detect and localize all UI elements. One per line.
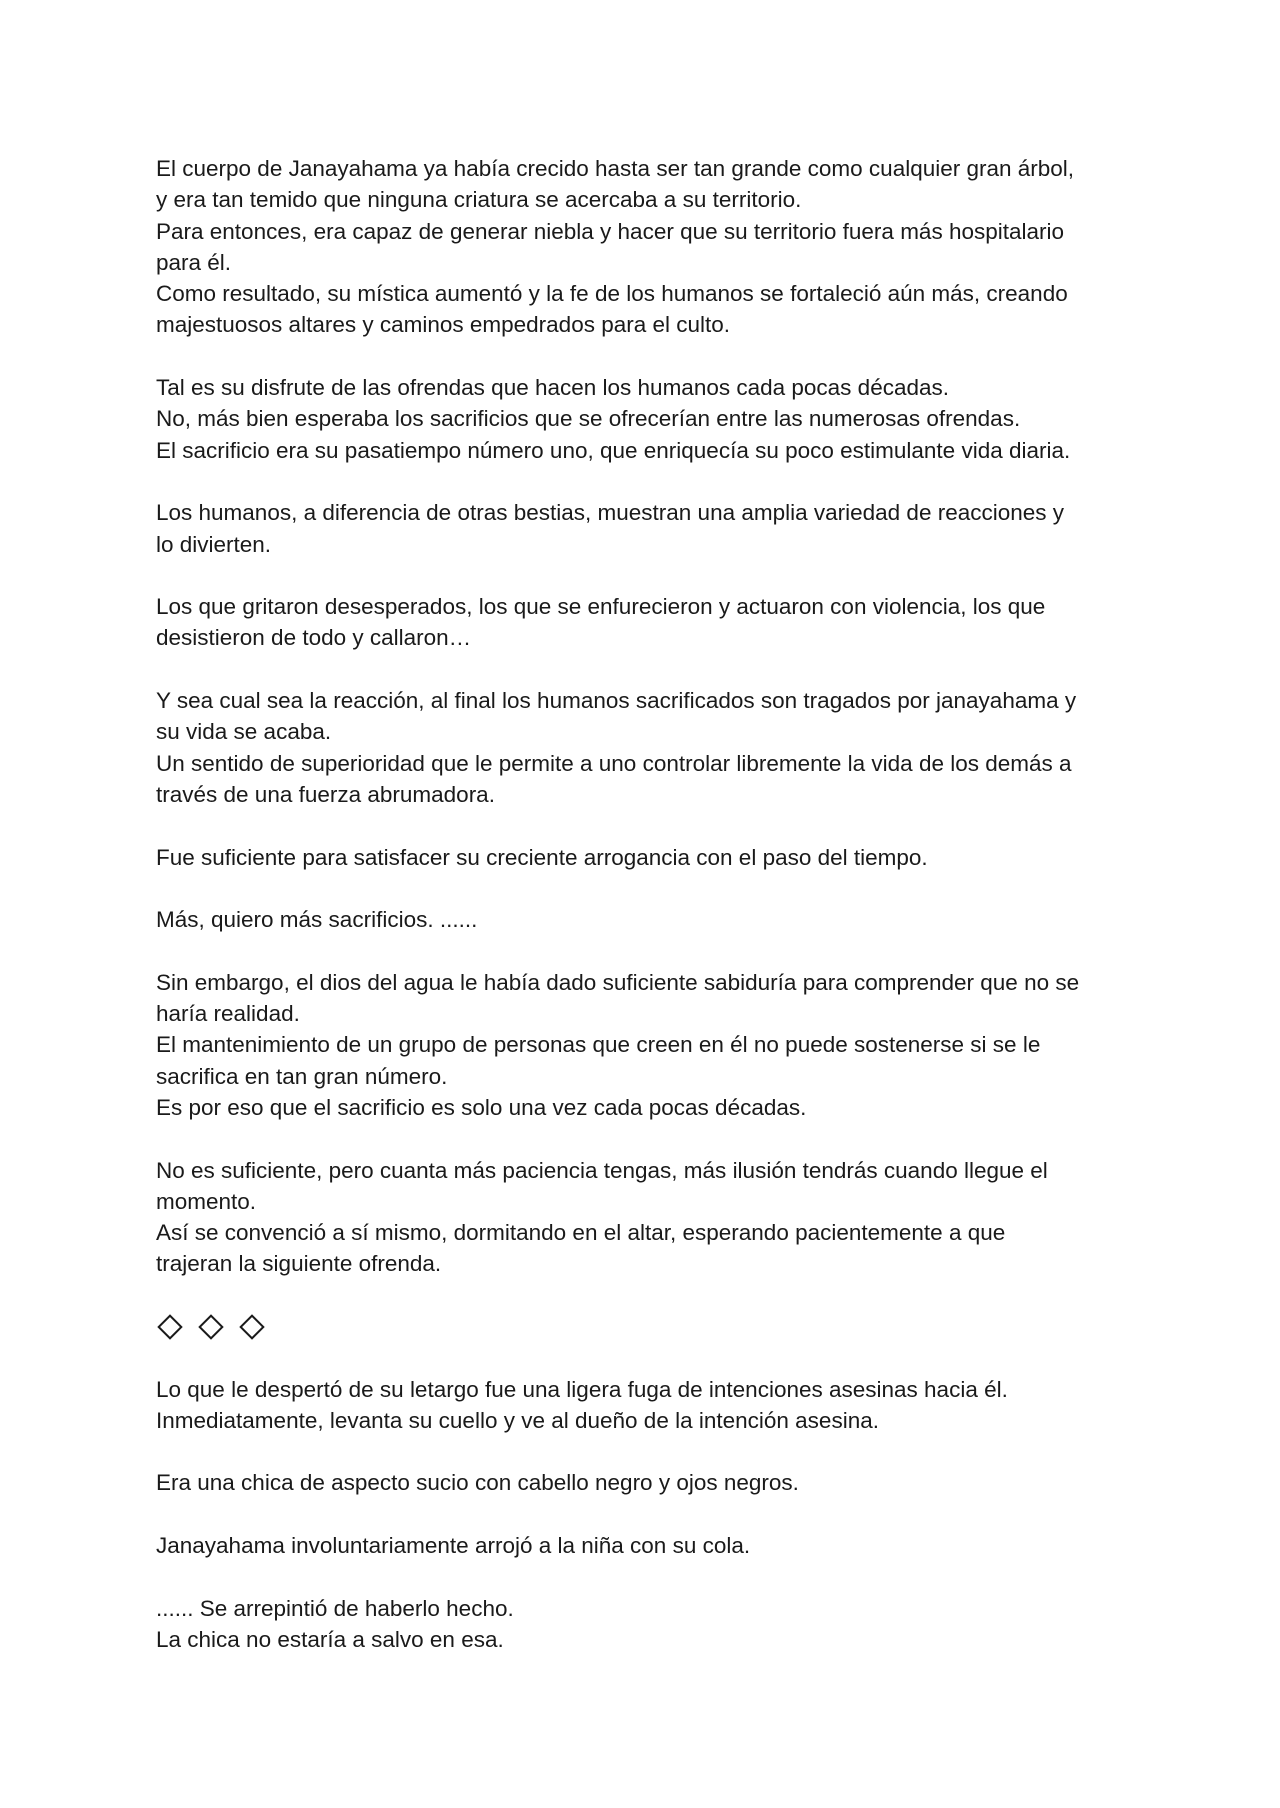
paragraph (156, 685, 1156, 810)
text-line: Así se convenció a sí mismo, dormitando en el altar, esperando pacientemente a que (156, 1220, 1006, 1246)
paragraph (156, 904, 1156, 935)
text-line: Los humanos, a diferencia de otras bestias, muestran una amplia variedad de reacciones y (156, 500, 1065, 526)
text-line: Lo que le despertó de su letargo fue una ligera fuga de intenciones asesinas hacia él. (156, 1376, 1008, 1402)
text-line: majestuosos altares y caminos empedrados para el culto. (156, 312, 731, 338)
text-line: haría realidad. (156, 1001, 300, 1027)
text-line: momento. (156, 1188, 257, 1214)
text-line: trajeran la siguiente ofrenda. (156, 1251, 442, 1277)
text-line: El mantenimiento de un grupo de personas que creen en él no puede sostenerse si se le (156, 1032, 1041, 1058)
text-line: La chica no estaría a salvo en esa. (156, 1626, 504, 1652)
paragraph (156, 967, 1156, 1123)
text-line: Era una chica de aspecto sucio con cabello negro y ojos negros. (156, 1470, 799, 1496)
scene-separator (156, 1311, 1156, 1342)
text-line: El cuerpo de Janayahama ya había crecido hasta ser tan grande como cualquier gran árbol, (156, 156, 1075, 181)
text-line: Más, quiero más sacrificios. ...... (156, 907, 478, 933)
paragraph (156, 1155, 1156, 1280)
text-line: lo divierten. (156, 531, 272, 557)
text-line: No es suficiente, pero cuanta más paciencia tengas, más ilusión tendrás cuando llegue el (156, 1157, 1048, 1183)
paragraph (156, 1593, 1156, 1656)
text-line: Los que gritaron desesperados, los que se enfurecieron y actuaron con violencia, los que (156, 594, 1046, 620)
paragraph (156, 1374, 1156, 1437)
paragraph (156, 1530, 1156, 1561)
text-line: para él. (156, 249, 232, 275)
text-line: Fue suficiente para satisfacer su creciente arrogancia con el paso del tiempo. (156, 844, 928, 870)
text-line: sacrifica en tan gran número. (156, 1063, 448, 1089)
paragraph (156, 591, 1156, 654)
text-line: y era tan temido que ninguna criatura se acercaba a su territorio. (156, 187, 802, 213)
text-line: El sacrificio era su pasatiempo número uno, que enriquecía su poco estimulante vida diaria. (156, 437, 1071, 463)
diamond-outline-icon (239, 1314, 264, 1339)
text-line: Para entonces, era capaz de generar niebla y hacer que su territorio fuera más hospitalario (156, 218, 1065, 244)
text-line: Es por eso que el sacrificio es solo una vez cada pocas décadas. (156, 1094, 807, 1120)
text-line: Janayahama involuntariamente arrojó a la niña con su cola. (156, 1533, 751, 1559)
paragraph (156, 497, 1156, 560)
text-line: No, más bien esperaba los sacrificios que se ofrecerían entre las numerosas ofrendas. (156, 406, 1021, 432)
text-line: Como resultado, su mística aumentó y la fe de los humanos se fortaleció aún más, creando (156, 281, 1068, 307)
text-line: Tal es su disfrute de las ofrendas que hacen los humanos cada pocas décadas. (156, 375, 950, 401)
text-line: ...... Se arrepintió de haberlo hecho. (156, 1595, 514, 1621)
text-line: desistieron de todo y callaron… (156, 625, 472, 651)
text-line: través de una fuerza abrumadora. (156, 781, 495, 807)
text-line: Y sea cual sea la reacción, al final los humanos sacrificados son tragados por janayahama y (156, 688, 1077, 714)
diamond-outline-icon (198, 1314, 223, 1339)
text-line: su vida se acaba. (156, 719, 332, 745)
text-line: Un sentido de superioridad que le permite a uno controlar libremente la vida de los demás a (156, 750, 1072, 776)
paragraph (156, 842, 1156, 873)
document-body (156, 153, 1156, 1687)
paragraph (156, 1467, 1156, 1498)
text-line: Sin embargo, el dios del agua le había dado suficiente sabiduría para comprender que no se (156, 969, 1080, 995)
diamond-outline-icon (157, 1314, 182, 1339)
text-line: Inmediatamente, levanta su cuello y ve al dueño de la intención asesina. (156, 1407, 879, 1433)
paragraph (156, 372, 1156, 466)
paragraph (156, 153, 1156, 341)
